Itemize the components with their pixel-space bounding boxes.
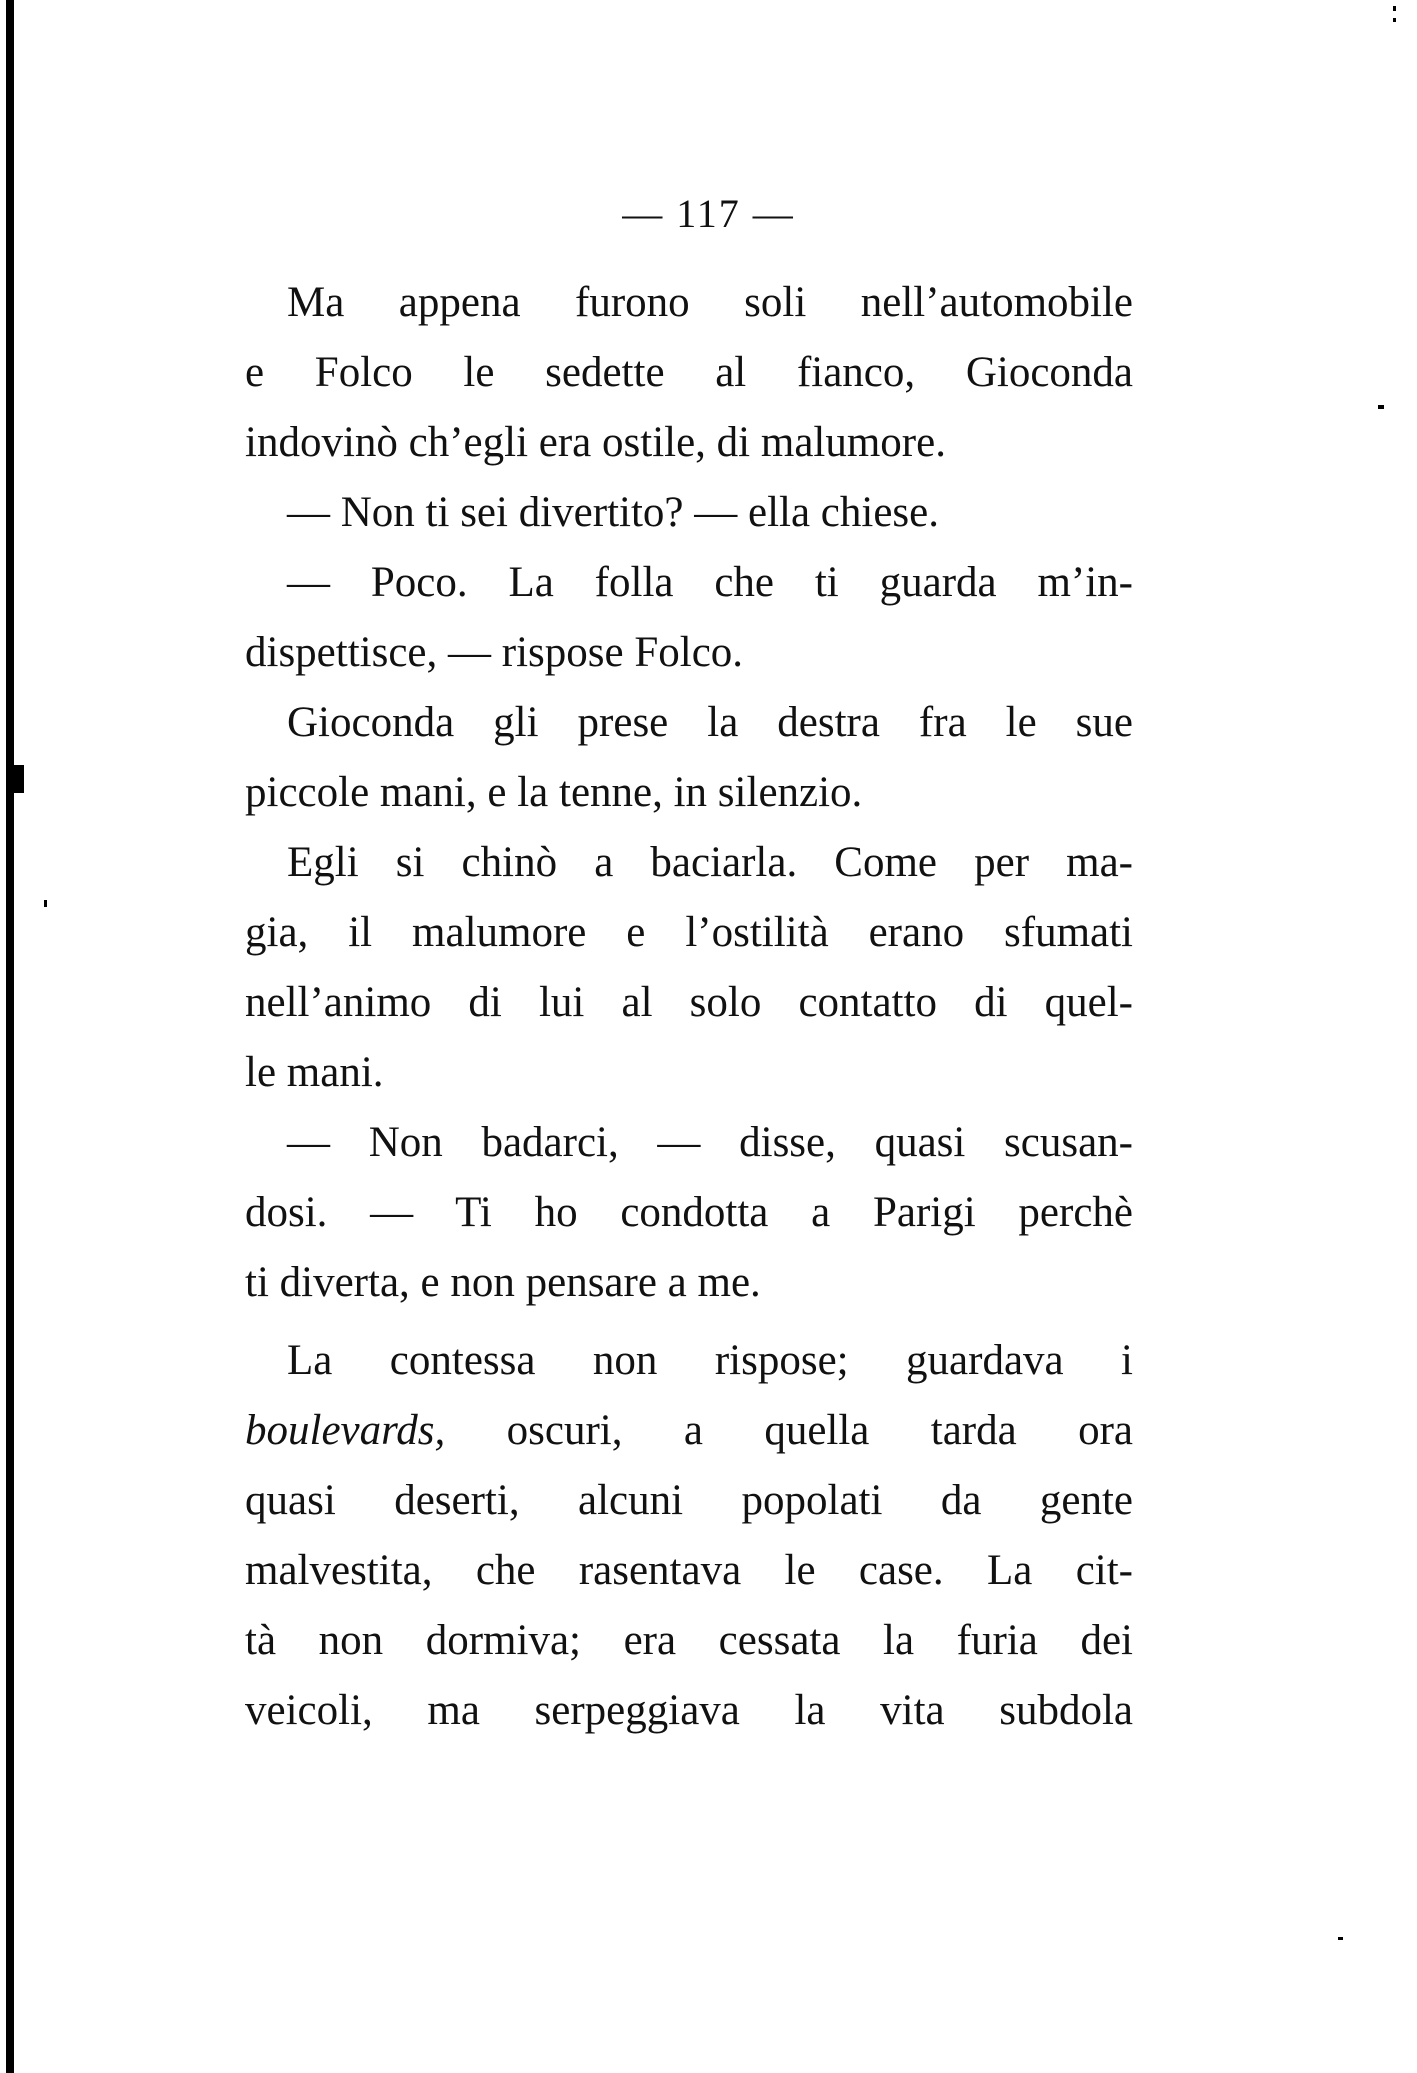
text-line: indovinò ch’egli era ostile, di malumore. — [245, 419, 946, 466]
page-binding-edge — [6, 0, 14, 2073]
text-line: — Non badarci, — disse, quasi scusan- — [287, 1119, 1133, 1166]
text-line: e Folco le sedette al fianco, Gioconda — [245, 349, 1133, 396]
text-line: Gioconda gli prese la destra fra le sue — [287, 699, 1133, 746]
text-line: nell’animo di lui al solo contatto di quel- — [245, 979, 1133, 1026]
scan-speck — [1393, 6, 1396, 11]
text-line: piccole mani, e la tenne, in silenzio. — [245, 769, 863, 816]
scan-speck — [44, 900, 47, 907]
text-line: La contessa non rispose; guardava i — [287, 1337, 1133, 1384]
scan-speck — [1338, 1937, 1343, 1940]
text-line-rest: oscuri, a quella tarda ora — [506, 1407, 1134, 1454]
text-line: gia, il malumore e l’ostilità erano sfumati — [245, 909, 1133, 956]
text-line: Egli si chinò a baciarla. Come per ma- — [287, 839, 1133, 886]
text-line: veicoli, ma serpeggiava la vita subdola — [245, 1687, 1133, 1734]
text-line: — Poco. La folla che ti guarda m’in- — [287, 559, 1133, 606]
text-line: quasi deserti, alcuni popolati da gente — [245, 1477, 1133, 1524]
text-line: Ma appena furono soli nell’automobile — [287, 279, 1133, 326]
text-line: dosi. — Ti ho condotta a Parigi perchè — [245, 1189, 1133, 1236]
text-line: tà non dormiva; era cessata la furia dei — [245, 1617, 1133, 1664]
text-line: le mani. — [245, 1049, 384, 1096]
page-number: — 117 — — [622, 191, 795, 236]
text-line: ti diverta, e non pensare a me. — [245, 1259, 761, 1306]
body-text — [245, 268, 1133, 1746]
text-line: dispettisce, — rispose Folco. — [245, 629, 744, 676]
scan-speck — [1378, 405, 1384, 409]
scan-speck — [1393, 18, 1396, 22]
text-line: — Non ti sei divertito? — ella chiese. — [287, 489, 939, 536]
text-line — [245, 1396, 1133, 1466]
text-line: malvestita, che rasentava le case. La cit- — [245, 1547, 1133, 1594]
binding-notch — [14, 765, 24, 793]
italic-term: boulevards, — [245, 1407, 446, 1454]
